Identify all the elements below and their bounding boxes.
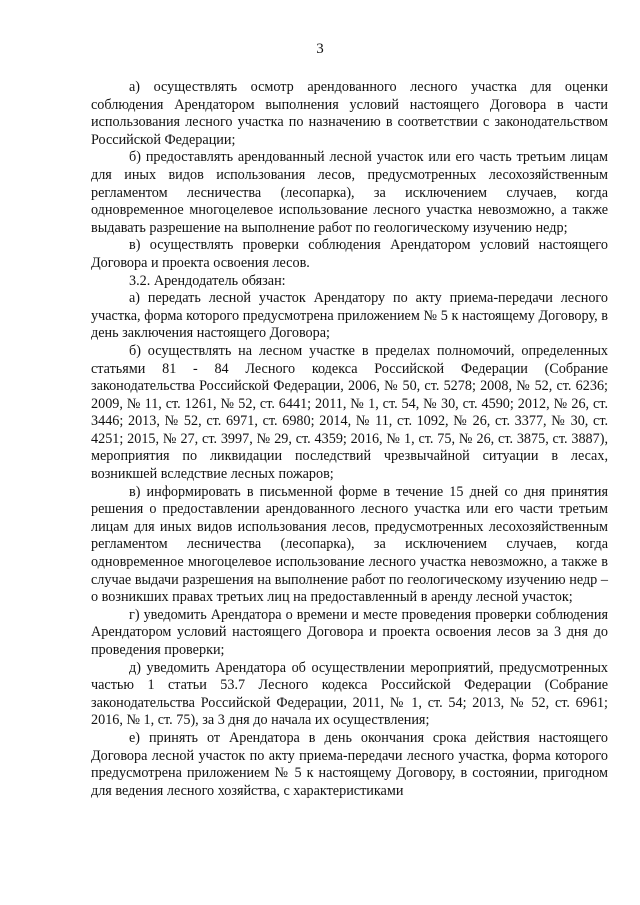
clause-3-1-a: а) осуществлять осмотр арендованного лесного участка для оценки соблюдения Арендатором выполнения условий настоящего Договора в части использования лесного участка по назначению в соответствии с законодательством Российской Федерации; [91, 79, 608, 148]
clause-3-2-d: д) уведомить Арендатора об осуществлении мероприятий, предусмотренных частью 1 статьи 53.7 Лесного кодекса Российской Федерации (Собрание законодательства Российской Федерации, 2011, № 1, ст. 54; 2013, № 52, ст. 6961; 2016, № 1, ст. 75), за 3 дня до начала их осуществления; [91, 659, 608, 729]
clause-3-2-g: г) уведомить Арендатора о времени и месте проведения проверки соблюдения Арендатором условий настоящего Договора и проекта освоения лесов за 3 дня до проведения проверки; [91, 606, 608, 658]
clause-3-2-b: б) осуществлять на лесном участке в пределах полномочий, определенных статьями 81 - 84 Лесного кодекса Российской Федерации (Собрание законодательства Российской Федерации, 2006, № 50, ст. 5278; 2008, № 52, ст. 6236; 2009, № 11, ст. 1261, № 52, ст. 6441; 2011, № 1, ст. 54, № 30, ст. 4590; 2012, № 26, ст. 3446; 2013, № 52, ст. 6971, ст. 6980; 2014, № 11, ст. 1092, № 26, ст. 3377, № 30, ст. 4251; 2015, № 27, ст. 3997, № 29, ст. 4359; 2016, № 1, ст. 75, № 26, ст. 3875, ст. 3887), мероприятия по ликвидации последствий чрезвычайной ситуации в лесах, возникшей вследствие лесных пожаров; [91, 342, 608, 483]
clause-3-1-b: б) предоставлять арендованный лесной участок или его часть третьим лицам для иных видов использования лесов, предусмотренных лесохозяйственным регламентом лесничества (лесопарка), за исключением случаев, когда одновременное многоцелевое использование лесного участка невозможно, а также выдавать разрешение на выполнение работ по геологическому изучению недр; [91, 149, 608, 236]
clause-3-2-v: в) информировать в письменной форме в течение 15 дней со дня принятия решения о предоставлении арендованного лесного участка или его части третьим лицам для иных видов использования лесов, предусмотренных лесохозяйственным регламентом лесничества (лесопарка), за исключением случаев, когда одновременное многоцелевое использование лесного участка невозможно, а также в случае выдачи разрешения на выполнение работ по геологическому изучению недр – о возникших правах третьих лиц на предоставленный в аренду лесной участок; [91, 483, 608, 606]
section-heading-3-2: 3.2. Арендодатель обязан: [129, 272, 286, 289]
page-number: 3 [316, 41, 324, 57]
clause-3-2-e: е) принять от Арендатора в день окончания срока действия настоящего Договора лесной участок по акту приема-передачи лесного участка, форма которого предусмотрена приложением № 5 к настоящему Договору, в состоянии, пригодном для ведения лесного хозяйства, с характеристиками [91, 729, 608, 799]
document-body [91, 79, 608, 800]
clause-3-2-a: а) передать лесной участок Арендатору по акту приема-передачи лесного участка, форма которого предусмотрена приложением № 5 к настоящему Договору, в день заключения настоящего Договора; [91, 290, 608, 342]
clause-3-1-v: в) осуществлять проверки соблюдения Арендатором условий настоящего Договора и проекта освоения лесов. [91, 237, 608, 271]
